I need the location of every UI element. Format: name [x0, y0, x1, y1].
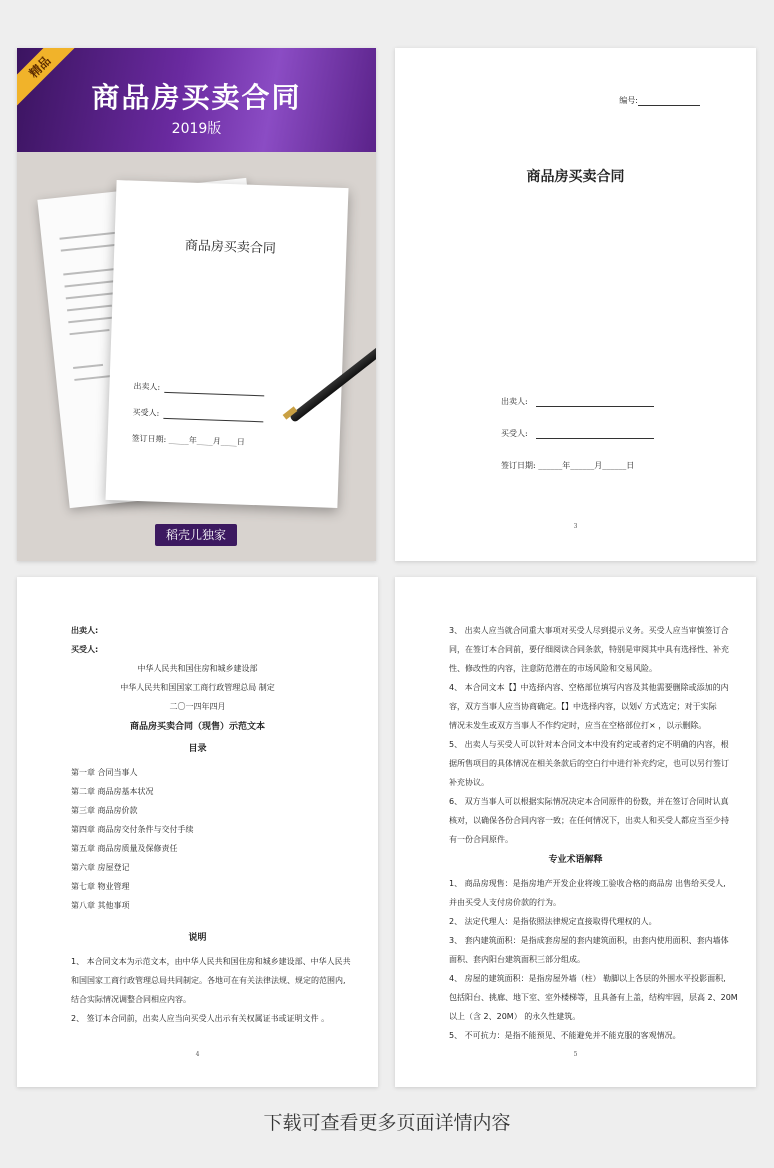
paper-buyer-row: 买受人:	[132, 407, 263, 423]
term-line: 面积、套内阳台建筑面积三部分组成。	[449, 955, 585, 964]
cover-year: 2019版	[171, 121, 222, 137]
terms-title: 专业术语解释	[548, 855, 603, 865]
notes-title: 说明	[188, 933, 207, 943]
paper-title: 商品房买卖合同	[184, 238, 277, 257]
toc-item: 第七章 物业管理	[71, 882, 130, 891]
toc-item: 第二章 商品房基本状况	[71, 787, 154, 796]
issuer-1: 中华人民共和国住房和城乡建设部	[137, 664, 258, 673]
term-line: 3、 套内建筑面积：是指成套房屋的套内建筑面积，由套内使用面积、套内墙体	[449, 936, 729, 945]
toc-item: 第八章 其他事项	[71, 901, 130, 910]
term-line: 4、 房屋的建筑面积：是指房屋外墙（柱） 勒脚以上各层的外围水平投影面积,	[449, 974, 726, 983]
term-line: 1、 商品房现售：是指房地产开发企业将竣工验收合格的商品房 出售给买受人,	[449, 879, 726, 888]
seller-row: 出卖人:	[501, 396, 654, 407]
front-paper-illustration	[105, 180, 348, 508]
toc-item: 第三章 商品房价款	[71, 806, 138, 815]
page-number: 4	[195, 1051, 200, 1058]
document-title: 商品房买卖合同（现售）示范文本	[129, 722, 265, 732]
buyer-row: 买受人:	[501, 428, 654, 439]
toc-item: 第五章 商品房质量及保修责任	[71, 844, 178, 853]
clause-line: 据所售项目的具体情况在相关条款后的空白行中进行补充约定，也可以另行签订	[449, 759, 729, 768]
page-title: 商品房买卖合同	[526, 169, 625, 185]
cover-page	[17, 48, 376, 561]
paper-seller-row: 出卖人:	[133, 381, 264, 397]
page-3	[395, 48, 756, 561]
term-line: 以上（含 2、20M） 的永久性建筑。	[449, 1012, 581, 1021]
buyer-label: 买受人:	[71, 645, 99, 654]
seller-label: 出卖人:	[71, 626, 99, 635]
clause-line: 同，在签订本合同前，要仔细阅读合同条款，特别是审阅其中具有选择性、补充	[449, 645, 729, 654]
clause-line: 容，双方当事人应当协商确定。【】中选择内容，以划√ 方式选定；对于实际	[449, 702, 717, 711]
clause-line: 性、修改性的内容，注意防范潜在的市场风险和交易风险。	[449, 664, 657, 673]
page-5	[395, 577, 756, 1087]
issuer-2: 中华人民共和国国家工商行政管理总局 制定	[120, 683, 275, 692]
cover-title: 商品房买卖合同	[91, 81, 302, 114]
date-row: 签订日期: ______年______月______日	[501, 461, 635, 470]
term-line: 包括阳台、挑廊、地下室、室外楼梯等，且具备有上盖，结构牢固，层高 2、20M	[449, 993, 738, 1002]
toc-item: 第四章 商品房交付条件与交付手续	[71, 825, 194, 834]
exclusive-tag: 稻壳儿独家	[155, 524, 237, 546]
clause-line: 补充协议。	[449, 778, 489, 787]
clause-line: 3、 出卖人应当就合同重大事项对买受人尽到提示义务。买受人应当审慎签订合	[449, 626, 729, 635]
clause-line: 5、 出卖人与买受人可以针对本合同文本中没有约定或者约定不明确的内容，根	[449, 740, 729, 749]
issue-date: 二〇一四年四月	[169, 702, 226, 711]
clause-line: 有一份合同原件。	[449, 835, 513, 844]
toc-item: 第六章 房屋登记	[71, 863, 130, 872]
notes-line: 结合实际情况调整合同相应内容。	[71, 995, 191, 1004]
page-number: 3	[573, 523, 578, 530]
serial-number-row: 编号:	[619, 95, 700, 106]
term-line: 5、 不可抗力：是指不能预见、不能避免并不能克服的客观情况。	[449, 1031, 681, 1040]
clause-line: 4、 本合同文本【】中选择内容、空格部位填写内容及其他需要删除或添加的内	[449, 683, 729, 692]
cover-banner	[17, 48, 376, 152]
paper-date-row: 签订日期: _____年____月____日	[131, 433, 245, 447]
notes-line: 和国国家工商行政管理总局共同制定。各地可在有关法律法规、规定的范围内,	[71, 976, 346, 985]
clause-line: 6、 双方当事人可以根据实际情况决定本合同原件的份数，并在签订合同时认真	[449, 797, 729, 806]
page-4	[17, 577, 378, 1087]
toc-title: 目录	[188, 744, 207, 754]
term-line: 2、 法定代理人：是指依照法律规定直接取得代理权的人。	[449, 917, 657, 926]
page-number: 5	[573, 1051, 578, 1058]
premium-badge: 精品	[17, 48, 80, 107]
term-line: 并由买受人支付房价款的行为。	[449, 898, 561, 907]
clause-line: 情况未发生或双方当事人不作约定时，应当在空格部位打× ，以示删除。	[449, 721, 707, 730]
notes-line: 2、 签订本合同前，出卖人应当向买受人出示有关权属证书或证明文件 。	[71, 1014, 330, 1023]
toc-item: 第一章 合同当事人	[71, 768, 138, 777]
clause-line: 核对，以确保各份合同内容一致；在任何情况下，出卖人和买受人都应当至少持	[449, 816, 729, 825]
download-more-link[interactable]: 下载可查看更多页面详情内容	[263, 1112, 511, 1134]
notes-line: 1、 本合同文本为示范文本，由中华人民共和国住房和城乡建设部、中华人民共	[71, 957, 351, 966]
